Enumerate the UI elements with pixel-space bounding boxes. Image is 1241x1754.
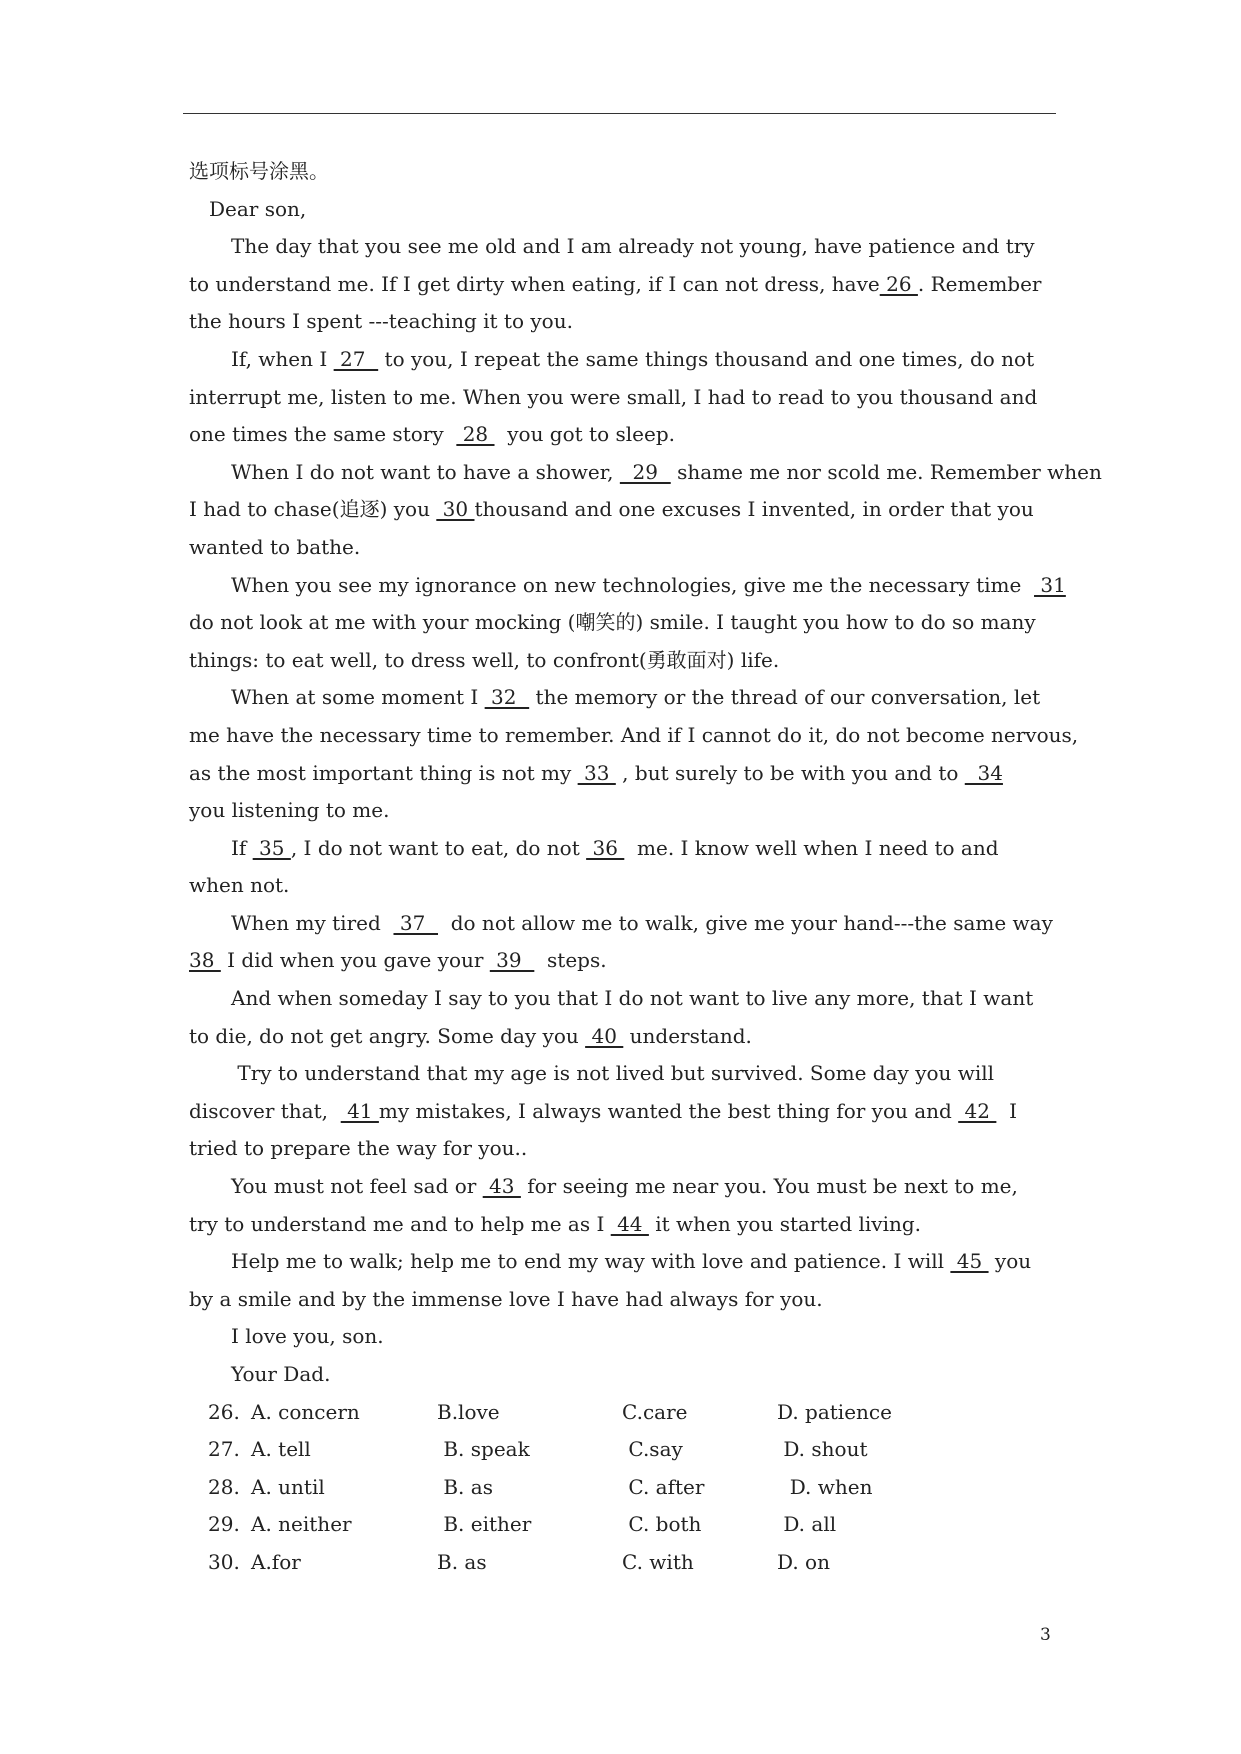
- letter-text: The day that you see me old and I am already not young, have patience and try: [231, 234, 1035, 259]
- blank-number: 28: [456, 422, 495, 447]
- letter-text: , but surely to be with you and to: [615, 760, 965, 785]
- letter-text: When I do not want to have a shower,: [231, 459, 620, 484]
- option-c: C. with: [622, 1549, 694, 1574]
- instruction-text: 选项标号涂黑。: [189, 159, 329, 183]
- letter-text: to die, do not get angry. Some day you: [189, 1023, 586, 1048]
- option-c: C.say: [622, 1437, 683, 1462]
- letter-text: when not.: [189, 873, 290, 898]
- letter-line: [189, 491, 1089, 529]
- letter-text: to understand me. If I get dirty when eating, if I can not dress, have: [189, 271, 880, 296]
- letter-text: discover that,: [189, 1098, 341, 1123]
- letter-line: [189, 1055, 1089, 1093]
- blank-number: 31: [1034, 572, 1066, 597]
- letter-text: I had to chase(追逐) you: [189, 497, 437, 522]
- letter-line: [189, 942, 1089, 980]
- letter-salutation: Dear son,: [209, 196, 307, 221]
- option-d: D. all: [777, 1512, 837, 1537]
- option-row: [189, 1506, 1089, 1544]
- option-d: D. patience: [777, 1399, 892, 1424]
- option-b: B.love: [437, 1399, 500, 1424]
- letter-line: [189, 341, 1089, 379]
- question-number: 29.: [208, 1512, 240, 1537]
- blank-number: 38: [189, 948, 221, 973]
- letter-text: me. I know well when I need to and: [624, 835, 999, 860]
- question-number: 28.: [208, 1474, 240, 1499]
- option-d: D. on: [777, 1549, 830, 1574]
- letter-line: [189, 567, 1089, 605]
- letter-text: thousand and one excuses I invented, in order that you: [474, 497, 1034, 522]
- letter-text: . Remember: [917, 271, 1042, 296]
- letter-text: I did when you gave your: [220, 948, 490, 973]
- blank-number: 33: [577, 760, 616, 785]
- option-b: B. as: [437, 1549, 487, 1574]
- letter-line: [189, 717, 1089, 755]
- letter-text: the hours I spent ---teaching it to you.: [189, 309, 573, 334]
- letter-text: understand.: [623, 1023, 752, 1048]
- letter-paragraphs: [189, 228, 1102, 1393]
- letter-text: , I do not want to eat, do not: [290, 835, 587, 860]
- letter-line: [189, 379, 1089, 417]
- letter-text: When you see my ignorance on new technologies, give me the necessary time: [231, 572, 1035, 597]
- blank-number: 34: [964, 760, 1003, 785]
- question-number: 26.: [208, 1399, 240, 1424]
- letter-text: you got to sleep.: [494, 422, 675, 447]
- option-c: C.care: [622, 1399, 688, 1424]
- option-row: [189, 1394, 1089, 1432]
- blank-number: 27: [333, 346, 379, 371]
- blank-number: 26: [879, 271, 918, 296]
- letter-line: [189, 416, 1089, 454]
- letter-line: [189, 228, 1089, 266]
- letter-line: [189, 1356, 1089, 1394]
- letter-text: try to understand me and to help me as I: [189, 1211, 611, 1236]
- header-rule: [183, 113, 1056, 114]
- option-b: B. speak: [437, 1437, 530, 1462]
- blank-number: 37: [393, 910, 439, 935]
- letter-line: [189, 1130, 1089, 1168]
- letter-text: steps.: [534, 948, 607, 973]
- letter-text: shame me nor scold me. Remember when: [670, 459, 1102, 484]
- blank-number: 45: [950, 1249, 989, 1274]
- letter-text: I: [996, 1098, 1017, 1123]
- letter-line: [189, 529, 1089, 567]
- blank-number: 42: [958, 1098, 997, 1123]
- letter-text: Try to understand that my age is not lived but survived. Some day you will: [231, 1061, 995, 1086]
- option-d: D. when: [777, 1474, 873, 1499]
- letter-line: [189, 303, 1089, 341]
- option-a: A. until: [251, 1474, 325, 1499]
- blank-number: 35: [252, 835, 291, 860]
- letter-line: [189, 1281, 1089, 1319]
- blank-number: 44: [610, 1211, 649, 1236]
- letter-text: you listening to me.: [189, 798, 390, 823]
- letter-text: When my tired: [231, 910, 394, 935]
- blank-number: 41: [340, 1098, 379, 1123]
- page-number: 3: [1040, 1625, 1051, 1645]
- letter-text: by a smile and by the immense love I have had always for you.: [189, 1286, 823, 1311]
- letter-line: [189, 792, 1089, 830]
- letter-line: [189, 604, 1089, 642]
- answer-options: [189, 1394, 1089, 1582]
- letter-line: [189, 830, 1089, 868]
- blank-number: 43: [482, 1174, 521, 1199]
- blank-number: 40: [585, 1023, 624, 1048]
- option-a: A.for: [251, 1549, 301, 1574]
- option-row: [189, 1544, 1089, 1582]
- letter-text: the memory or the thread of our conversation, let: [529, 685, 1041, 710]
- letter-text: If: [231, 835, 253, 860]
- option-row: [189, 1469, 1089, 1507]
- letter-text: do not allow me to walk, give me your hand---the same way: [438, 910, 1053, 935]
- option-row: [189, 1431, 1089, 1469]
- blank-number: 36: [586, 835, 625, 860]
- letter-line: [189, 1318, 1089, 1356]
- option-b: B. as: [437, 1474, 493, 1499]
- blank-number: 30: [436, 497, 475, 522]
- letter-line: [189, 266, 1089, 304]
- question-number: 30.: [208, 1549, 240, 1574]
- option-a: A. concern: [251, 1399, 360, 1424]
- letter-text: Your Dad.: [231, 1362, 331, 1386]
- question-number: 27.: [208, 1437, 240, 1462]
- letter-text: it when you started living.: [648, 1211, 922, 1236]
- letter-line: [189, 642, 1089, 680]
- letter-text: my mistakes, I always wanted the best thing for you and: [378, 1098, 959, 1123]
- letter-text: things: to eat well, to dress well, to confront(勇敢面对) life.: [189, 647, 780, 672]
- letter-text: tried to prepare the way for you..: [189, 1136, 528, 1161]
- letter-line: [189, 755, 1089, 793]
- letter-text: you: [988, 1249, 1032, 1274]
- blank-number: 29: [619, 459, 671, 484]
- letter-text: I love you, son.: [231, 1324, 384, 1349]
- letter-line: [189, 1018, 1089, 1056]
- letter-line: [189, 454, 1102, 492]
- letter-text: as the most important thing is not my: [189, 760, 578, 785]
- letter-text: You must not feel sad or: [231, 1174, 483, 1199]
- letter-line: [189, 905, 1089, 943]
- blank-number: 39: [489, 948, 535, 973]
- letter-line: [189, 1243, 1089, 1281]
- letter-text: interrupt me, listen to me. When you were small, I had to read to you thousand and: [189, 384, 1038, 409]
- letter-line: [189, 1168, 1089, 1206]
- document-body: [189, 153, 1102, 1582]
- option-a: A. tell: [251, 1437, 311, 1462]
- letter-text: If, when I: [231, 346, 334, 371]
- letter-text: for seeing me near you. You must be next to me,: [520, 1174, 1018, 1199]
- letter-text: Help me to walk; help me to end my way with love and patience. I will: [231, 1249, 951, 1274]
- letter-text: me have the necessary time to remember. And if I cannot do it, do not become nervous,: [189, 722, 1079, 747]
- blank-number: 32: [484, 685, 530, 710]
- letter-line: [189, 867, 1089, 905]
- letter-text: do not look at me with your mocking (嘲笑的) smile. I taught you how to do so many: [189, 610, 1036, 635]
- option-c: C. after: [622, 1474, 705, 1499]
- letter-text: And when someday I say to you that I do not want to live any more, that I want: [231, 986, 1034, 1011]
- option-a: A. neither: [251, 1512, 352, 1537]
- option-d: D. shout: [777, 1437, 868, 1462]
- option-c: C. both: [622, 1512, 702, 1537]
- letter-line: [189, 1206, 1089, 1244]
- letter-text: wanted to bathe.: [189, 534, 361, 559]
- letter-text: to you, I repeat the same things thousand and one times, do not: [378, 346, 1035, 371]
- letter-text: one times the same story: [189, 422, 457, 447]
- letter-line: [189, 679, 1089, 717]
- option-b: B. either: [437, 1512, 532, 1537]
- letter-line: [189, 1093, 1089, 1131]
- letter-text: When at some moment I: [231, 685, 485, 710]
- letter-line: [189, 980, 1089, 1018]
